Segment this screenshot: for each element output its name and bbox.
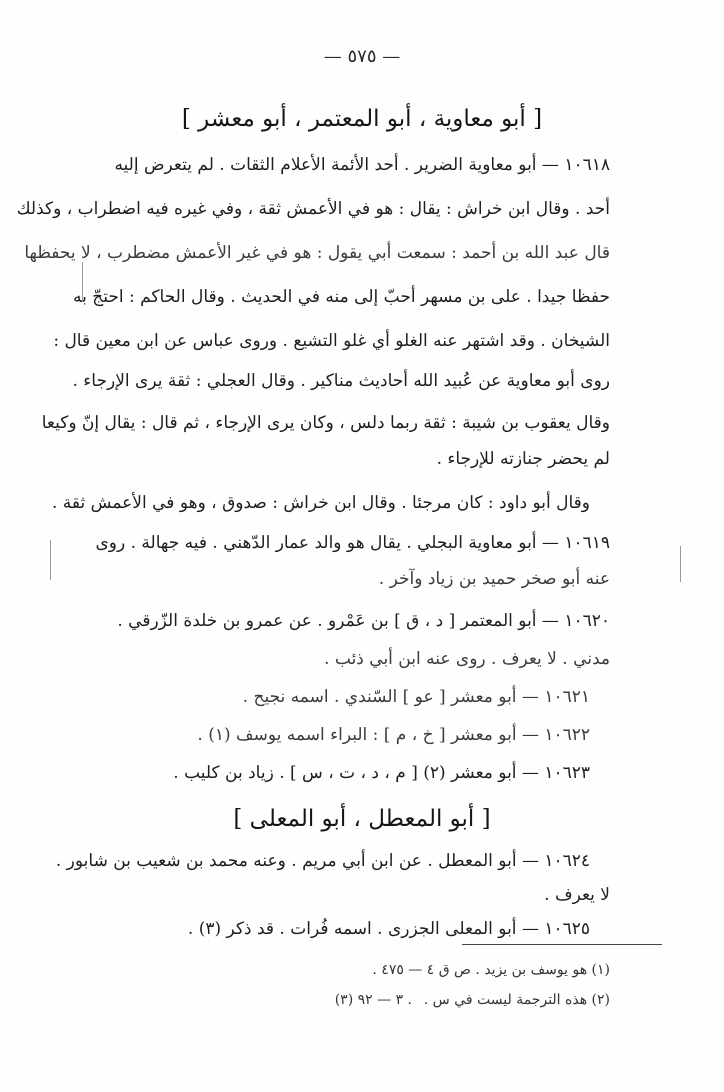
section-heading-abu-muawiya: [ أبو معاوية ، أبو المعتمر ، أبو معشر ] [181, 106, 543, 132]
footnote-1: (١) هو يوسف بن يزيد . ص ق ٤ — ٤٧٥ . [372, 962, 610, 978]
entry-10620-line-1: ١٠٦٢٠ — أبو المعتمر [ د ، ق ] بن عَمْرو . عن عمرو بن خلدة الزّرقي . [117, 611, 610, 631]
entry-10618-line-6: روى أبو معاوية عن عُبيد الله أحاديث مناكير . وقال العجلي : ثقة يرى الإرجاء . [72, 371, 610, 391]
page-number: — ٥٧٥ — [323, 46, 401, 67]
entry-10618-line-4: حفظا جيدا . على بن مسهر أحبّ إلى منه في الحديث . وقال الحاكم : احتجّ به [73, 287, 610, 307]
entry-10622: ١٠٦٢٢ — أبو معشر [ خ ، م ] : البراء اسمه يوسف (١) . [197, 725, 590, 745]
entry-10618-line-2: أحد . وقال ابن خراش : يقال : هو في الأعمش ثقة ، وفي غيره فيه اضطراب ، وكذلك [16, 199, 610, 219]
section-heading-abu-al-muattal: [ أبو المعطل ، أبو المعلى ] [233, 806, 491, 832]
entry-10618-line-5: الشيخان . وقد اشتهر عنه الغلو أي غلو التشيع . وروى عباس عن ابن معين قال : [53, 331, 610, 351]
entry-10625: ١٠٦٢٥ — أبو المعلى الجزرى . اسمه فُرات . قد ذكر (٣) . [187, 919, 590, 939]
margin-pencil-mark [50, 540, 51, 580]
entry-10618-line-8: لم يحضر جنازته للإرجاء . [436, 449, 610, 469]
entry-10619-line-1: ١٠٦١٩ — أبو معاوية البجلي . يقال هو والد عمار الدّهني . فيه جهالة . روى [95, 533, 610, 553]
entry-10618-line-9: وقال أبو داود : كان مرجئا . وقال ابن خراش : صدوق ، وهو في الأعمش ثقة . [52, 493, 590, 513]
entry-10624-line-1: ١٠٦٢٤ — أبو المعطل . عن ابن أبي مريم . وعنه محمد بن شعيب بن شابور . [55, 851, 590, 871]
entry-10619-line-2: عنه أبو صخر حميد بن زياد وآخر . [378, 569, 610, 589]
entry-10618-line-1: ١٠٦١٨ — أبو معاوية الضرير . أحد الأئمة الأعلام الثقات . لم يتعرض إليه [114, 155, 610, 175]
entry-10624-line-2: لا يعرف . [544, 885, 610, 905]
margin-pencil-mark [680, 546, 681, 582]
footnote-divider [462, 944, 662, 945]
entry-10618-line-3: قال عبد الله بن أحمد : سمعت أبي يقول : هو في غير الأعمش مضطرب ، لا يحفظها [24, 243, 610, 263]
entry-10623: ١٠٦٢٣ — أبو معشر (٢) [ م ، د ، ت ، س ] . زياد بن كليب . [173, 763, 590, 783]
margin-pencil-mark [82, 262, 83, 302]
footnote-2: (٢) هذه الترجمة ليست في س . [423, 992, 610, 1008]
entry-10620-line-2: مدني . لا يعرف . روى عنه ابن أبي ذئب . [324, 649, 610, 669]
entry-10618-line-7: وقال يعقوب بن شيبة : ثقة ربما دلس ، وكان يرى الإرجاء ، ثم قال : يقال إنّ وكيعا [41, 413, 610, 433]
footnote-3: (٣) ٣ — ٩٢ . [334, 992, 412, 1008]
entry-10621: ١٠٦٢١ — أبو معشر [ عو ] السّندي . اسمه نجيح . [242, 687, 590, 707]
